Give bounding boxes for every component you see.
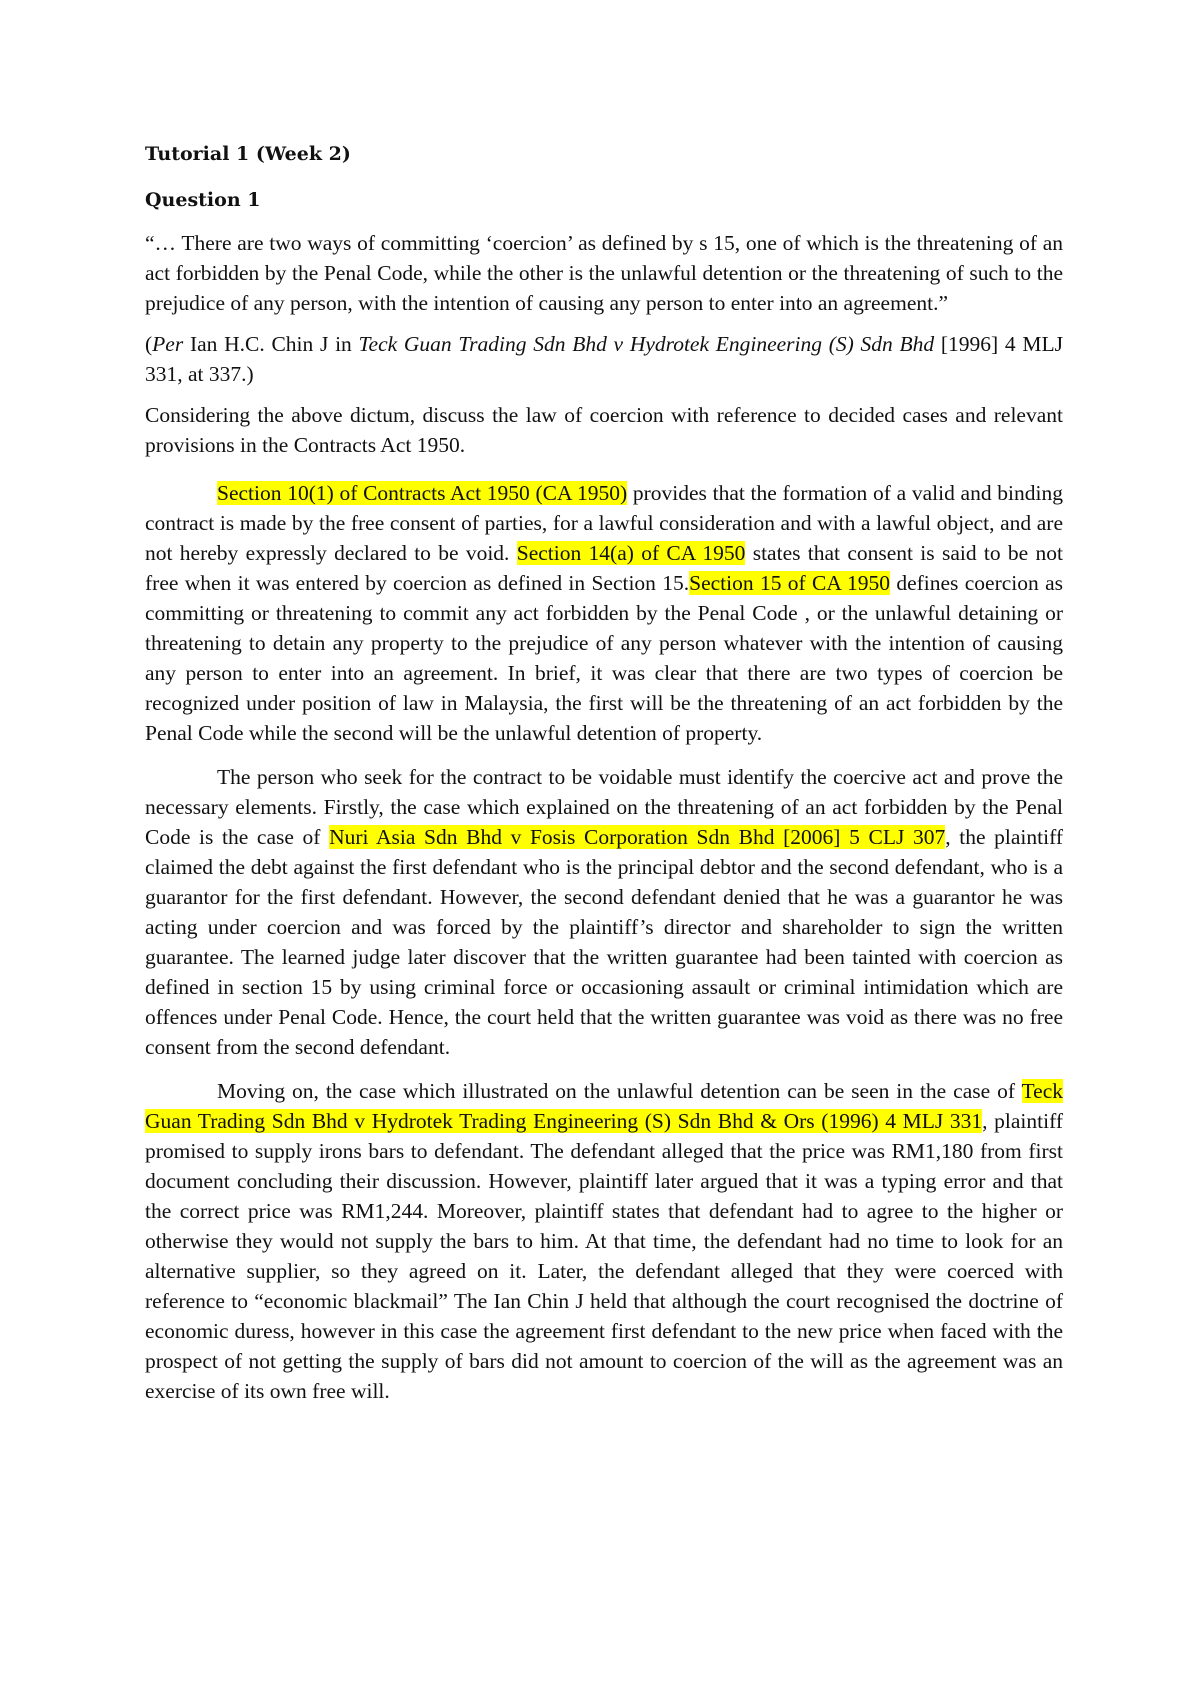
para2-text-1: The person who seek for the contract to be voidable must identify the coercive act and prove the necessary elements. Firstly, the case which explained on the threatening of an act forbidden by the Penal Code is the case of xyxy=(145,765,1063,849)
para3-text-1: Moving on, the case which illustrated on the unlawful detention can be seen in the case of xyxy=(217,1079,1022,1103)
page-title: Tutorial 1 (Week 2) xyxy=(145,143,351,165)
para1-text-1: provides that the formation of a valid and binding contract is made by the free consent of parties, for a lawful consideration and with a lawful object, and are not hereby expressly declared to be void. xyxy=(145,481,1063,565)
citation-open: ( xyxy=(145,332,153,356)
highlight-teck-guan-case: Teck Guan Trading Sdn Bhd v Hydrotek Trading Engineering (S) Sdn Bhd & Ors (1996) 4 MLJ 331 xyxy=(145,1079,1063,1133)
document-page xyxy=(145,142,1063,1420)
citation-ref: [1996] 4 MLJ 331, at 337.) xyxy=(145,332,1064,386)
answer-paragraph-1 xyxy=(145,478,1063,748)
answer-paragraph-3 xyxy=(145,1076,1063,1406)
citation-judge: Ian H.C. Chin J in xyxy=(183,332,359,356)
citation-case: Teck Guan Trading Sdn Bhd v Hydrotek Engineering (S) Sdn Bhd xyxy=(358,332,935,356)
highlight-section-15: Section 15 of CA 1950 xyxy=(689,571,891,595)
question-heading: Question 1 xyxy=(145,189,261,211)
dictum-quote: “… There are two ways of committing ‘coercion’ as defined by s 15, one of which is the threatening of an act forbidden by the Penal Code, while the other is the unlawful detention or the threatening of such to the prejudice of any person, with the intention of causing any person to enter into an agreement.” xyxy=(145,231,1063,315)
question-prompt: Considering the above dictum, discuss the law of coercion with reference to decided cases and relevant provisions in the Contracts Act 1950. xyxy=(145,403,1063,457)
highlight-section-14a: Section 14(a) of CA 1950 xyxy=(516,541,746,565)
para3-text-2: , plaintiff promised to supply irons bars to defendant. The defendant alleged that the price was RM1,180 from first document concluding their discussion. However, plaintiff later argued that it was a typing error and that the correct price was RM1,244. Moreover, plaintiff states that defendant had to agree to the higher or otherwise they would not supply the bars to him. At that time, the defendant had no time to look for an alternative supplier, so they agreed on it. Later, the defendant alleged that they were coerced with reference to “economic blackmail” The Ian Chin J held that although the court recognised the doctrine of economic duress, however in this case the agreement first defendant to the new price when faced with the prospect of not getting the supply of bars did not amount to coercion of the will as the agreement was an exercise of its own free will. xyxy=(145,1109,1063,1403)
citation-per: Per xyxy=(152,332,184,356)
para2-text-2: , the plaintiff claimed the debt against the first defendant who is the principal debtor and the second defendant, who is a guarantor for the first defendant. However, the second defendant denied that he was a guarantor he was acting under coercion and was forced by the plaintiff’s director and shareholder to sign the written guarantee. The learned judge later discover that the written guarantee had been tainted with coercion as defined in section 15 by using criminal force or occasioning assault or criminal intimidation which are offences under Penal Code. Hence, the court held that the written guarantee was void as there was no free consent from the second defendant. xyxy=(145,825,1064,1059)
dictum-citation xyxy=(145,329,1063,389)
answer-paragraph-2 xyxy=(145,762,1063,1062)
para1-text-2: states that consent is said to be not free when it was entered by coercion as defined in Section 15. xyxy=(145,541,1063,595)
highlight-nuri-asia-case: Nuri Asia Sdn Bhd v Fosis Corporation Sdn Bhd [2006] 5 CLJ 307 xyxy=(329,825,946,849)
highlight-section-10: Section 10(1) of Contracts Act 1950 (CA 1950) xyxy=(217,481,628,505)
para1-text-3: defines coercion as committing or threatening to commit any act forbidden by the Penal Code , or the unlawful detaining or threatening to detain any property to the prejudice of any person whatever with the intention of causing any person to enter into an agreement. In brief, it was clear that there are two types of coercion be recognized under position of law in Malaysia, the first will be the threatening of an act forbidden by the Penal Code while the second will be the unlawful detention of property. xyxy=(145,571,1063,745)
